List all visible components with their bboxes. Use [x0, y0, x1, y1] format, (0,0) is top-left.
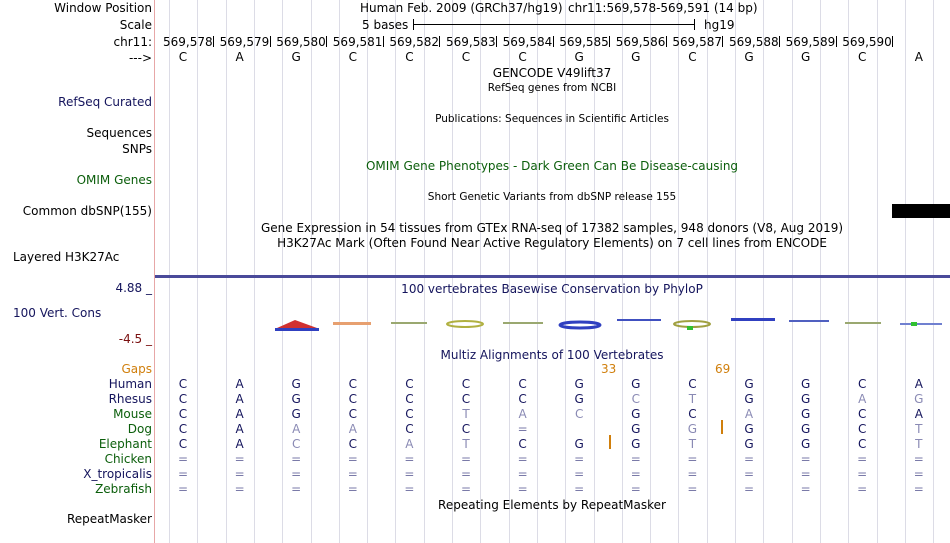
- species-label[interactable]: Chicken: [104, 452, 152, 466]
- alignment-base: =: [234, 482, 245, 496]
- gridline: [650, 0, 651, 543]
- alignment-base: =: [404, 452, 415, 466]
- alignment-base: =: [177, 467, 189, 481]
- species-label[interactable]: Zebrafish: [95, 482, 152, 496]
- coordinate-tick-label: 569,581: [332, 35, 383, 49]
- alignment-base: =: [347, 467, 358, 481]
- coordinate-tick-label: 569,590: [842, 35, 892, 49]
- alignment-base: =: [743, 482, 755, 496]
- alignment-base: T: [915, 437, 923, 451]
- reference-base: A: [235, 50, 244, 64]
- gridline: [424, 0, 425, 543]
- alignment-base: =: [687, 482, 698, 496]
- reference-base: C: [461, 50, 471, 64]
- alignment-base: T: [462, 407, 470, 421]
- alignment-base: G: [800, 377, 811, 391]
- gridline: [311, 0, 312, 543]
- alignment-base: =: [913, 482, 924, 496]
- alignment-base: C: [348, 377, 357, 391]
- alignment-base: =: [291, 482, 302, 496]
- coordinate-tick: [383, 36, 384, 47]
- coordinate-tick: [439, 36, 440, 47]
- alignment-base: G: [744, 392, 754, 406]
- alignment-base: C: [857, 437, 867, 451]
- alignment-base: T: [688, 437, 697, 451]
- alignment-base: G: [574, 377, 584, 391]
- alignment-base: C: [178, 437, 188, 451]
- alignment-base: =: [800, 467, 811, 481]
- alignment-base: G: [800, 422, 811, 436]
- alignment-base: C: [178, 392, 188, 406]
- alignment-base: =: [404, 482, 415, 496]
- species-label[interactable]: Rhesus: [108, 392, 152, 406]
- reference-base: G: [800, 50, 811, 64]
- scale-bar: [413, 24, 695, 25]
- alignment-base: T: [462, 437, 470, 451]
- gridline: [254, 0, 255, 543]
- alignment-base: =: [460, 482, 472, 496]
- alignment-base: =: [800, 452, 811, 466]
- coordinate-tick: [892, 36, 893, 47]
- coordinate-tick-label: 569,580: [276, 35, 326, 49]
- reference-base: C: [348, 50, 357, 64]
- alignment-base: G: [800, 437, 811, 451]
- strand-label[interactable]: --->: [128, 51, 152, 65]
- alignment-base: =: [913, 452, 924, 466]
- alignment-base: C: [857, 407, 867, 421]
- alignment-base: G: [631, 437, 641, 451]
- alignment-base: A: [292, 422, 301, 436]
- dbsnp-track-label[interactable]: Common dbSNP(155): [22, 204, 152, 218]
- coordinate-tick-label: 569,588: [729, 35, 779, 49]
- reference-base: G: [291, 50, 301, 64]
- alignment-base: G: [291, 392, 301, 406]
- coordinate-tick: [213, 36, 214, 47]
- species-label[interactable]: Mouse: [113, 407, 152, 421]
- alignment-base: =: [630, 482, 641, 496]
- reference-base: C: [178, 50, 188, 64]
- alignment-base: C: [461, 377, 471, 391]
- alignment-base: =: [743, 452, 755, 466]
- alignment-base: A: [744, 407, 754, 421]
- repeatmasker-track-title: Repeating Elements by RepeatMasker: [438, 498, 666, 512]
- alignment-base: C: [405, 377, 414, 391]
- alignment-base: C: [405, 392, 414, 406]
- gtex-track-title: Gene Expression in 54 tissues from GTEx RNA-seq of 17382 samples, 948 donors (V8, Aug 2019): [260, 221, 844, 235]
- chrom-label: chr11:: [113, 35, 152, 49]
- track-label-panel: [0, 0, 154, 543]
- gridline: [792, 0, 793, 543]
- coordinate-tick: [779, 36, 780, 47]
- species-label[interactable]: X_tropicalis: [83, 467, 152, 481]
- alignment-base: C: [178, 407, 188, 421]
- gridline: [735, 0, 736, 543]
- coordinate-tick-label: 569,585: [559, 35, 609, 49]
- scale-label: Scale: [119, 18, 152, 32]
- gridline: [452, 0, 453, 543]
- gridline: [339, 0, 340, 543]
- alignment-base: =: [517, 482, 528, 496]
- alignment-base: G: [291, 377, 301, 391]
- conservation-top-line: [155, 275, 950, 278]
- species-label[interactable]: Human: [108, 377, 152, 391]
- alignment-base: =: [687, 467, 698, 481]
- alignment-base: C: [518, 392, 527, 406]
- alignment-base: =: [460, 467, 472, 481]
- gridline: [197, 0, 198, 543]
- gridline: [707, 0, 708, 543]
- alignment-base: =: [743, 467, 755, 481]
- alignment-base: C: [461, 392, 471, 406]
- coordinate-tick: [553, 36, 554, 47]
- multiz-track-title: Multiz Alignments of 100 Vertebrates: [440, 348, 664, 362]
- insertion-marker: [721, 420, 723, 434]
- reference-base: G: [631, 50, 641, 64]
- gridline: [763, 0, 764, 543]
- coordinate-tick-label: 569,587: [672, 35, 723, 49]
- cons-min-label: -4.5 _: [118, 332, 152, 346]
- conservation-track-title: 100 vertebrates Basewise Conservation by PhyloP: [401, 282, 703, 296]
- alignment-base: C: [518, 377, 527, 391]
- alignment-base: A: [348, 422, 357, 436]
- alignment-base: A: [235, 407, 244, 421]
- alignment-base: =: [517, 452, 528, 466]
- alignment-base: C: [631, 392, 640, 406]
- gridline: [820, 0, 821, 543]
- reference-base: A: [914, 50, 923, 64]
- reference-base: G: [744, 50, 754, 64]
- alignment-base: =: [404, 467, 415, 481]
- coordinate-tick: [609, 36, 610, 47]
- gridline: [169, 0, 170, 543]
- alignment-base: =: [347, 482, 358, 496]
- alignment-base: =: [687, 452, 698, 466]
- alignment-base: =: [517, 467, 528, 481]
- alignment-base: A: [235, 437, 244, 451]
- repeatmasker-track-label[interactable]: RepeatMasker: [66, 512, 152, 526]
- alignment-base: =: [574, 452, 585, 466]
- gridline: [877, 0, 878, 543]
- alignment-base: C: [348, 437, 357, 451]
- coordinate-tick: [666, 36, 667, 47]
- coordinate-tick: [836, 36, 837, 47]
- alignment-base: G: [631, 377, 641, 391]
- alignment-base: =: [857, 467, 868, 481]
- alignment-base: =: [857, 452, 868, 466]
- alignment-base: A: [235, 392, 244, 406]
- window-position-text[interactable]: chr11:569,578-569,591 (14 bp): [568, 1, 758, 15]
- alignment-base: C: [857, 377, 867, 391]
- alignment-base: A: [914, 377, 923, 391]
- dbsnp-track-title: Short Genetic Variants from dbSNP release 155: [427, 191, 677, 203]
- alignment-base: =: [177, 452, 189, 466]
- coordinate-tick-label: 569,579: [219, 35, 270, 49]
- reference-base: C: [857, 50, 867, 64]
- alignment-base: =: [234, 452, 245, 466]
- alignment-base: C: [518, 437, 527, 451]
- alignment-base: C: [405, 407, 414, 421]
- snp-feature[interactable]: [892, 204, 950, 218]
- h3k27ac-track-label[interactable]: Layered H3K27Ac: [13, 250, 120, 264]
- alignment-base: A: [914, 407, 923, 421]
- publications-track-title: Publications: Sequences in Scientific Articles: [435, 113, 669, 125]
- omim-track-title: OMIM Gene Phenotypes - Dark Green Can Be Disease-causing: [365, 159, 739, 173]
- alignment-base: C: [348, 407, 357, 421]
- sequences-track-label[interactable]: Sequences: [86, 126, 152, 140]
- alignment-base: G: [631, 407, 641, 421]
- alignment-base: G: [744, 377, 754, 391]
- alignment-base: C: [688, 407, 697, 421]
- gridline: [395, 0, 396, 543]
- gap-count-69: 69: [715, 362, 731, 376]
- alignment-base: C: [348, 392, 357, 406]
- alignment-base: C: [178, 422, 188, 436]
- alignment-base: G: [291, 407, 301, 421]
- cons-max-label: 4.88 _: [115, 281, 152, 295]
- alignment-base: C: [291, 437, 301, 451]
- alignment-base: C: [688, 377, 697, 391]
- alignment-base: =: [234, 467, 245, 481]
- alignment-base: G: [574, 437, 584, 451]
- alignment-base: A: [858, 392, 867, 406]
- alignment-base: C: [857, 422, 867, 436]
- gridline: [480, 0, 481, 543]
- alignment-base: G: [744, 437, 754, 451]
- reference-base: C: [405, 50, 414, 64]
- gridline: [226, 0, 227, 543]
- alignment-base: T: [688, 392, 697, 406]
- h3k27ac-track-title: H3K27Ac Mark (Often Found Near Active Regulatory Elements) on 7 cell lines from ENCODE: [277, 236, 827, 250]
- gencode-track-title[interactable]: GENCODE V49lift37: [492, 66, 612, 80]
- reference-base: C: [688, 50, 697, 64]
- alignment-base: G: [800, 392, 811, 406]
- refseq-track-title: RefSeq genes from NCBI: [487, 82, 617, 94]
- alignment-base: C: [405, 422, 414, 436]
- alignment-base: =: [291, 467, 302, 481]
- coordinate-tick: [496, 36, 497, 47]
- coordinate-tick-label: 569,586: [615, 35, 666, 49]
- alignment-base: A: [405, 437, 414, 451]
- species-label[interactable]: Dog: [127, 422, 152, 436]
- alignment-base: =: [517, 422, 528, 436]
- gridline: [678, 0, 679, 543]
- coordinate-tick: [270, 36, 271, 47]
- coordinate-tick-label: 569,589: [785, 35, 836, 49]
- alignment-base: C: [461, 422, 471, 436]
- alignment-base: T: [915, 422, 923, 436]
- coordinate-tick-label: 569,584: [502, 35, 553, 49]
- omim-track-label[interactable]: OMIM Genes: [76, 173, 152, 187]
- gridline: [933, 0, 934, 543]
- alignment-base: =: [574, 467, 585, 481]
- gridline: [622, 0, 623, 543]
- alignment-base: =: [630, 467, 641, 481]
- alignment-base: =: [574, 482, 585, 496]
- gridline: [905, 0, 906, 543]
- insertion-marker: [609, 435, 611, 449]
- gap-count-33: 33: [601, 362, 617, 376]
- coordinate-tick: [722, 36, 723, 47]
- reference-base: G: [574, 50, 584, 64]
- alignment-base: A: [518, 407, 527, 421]
- conservation-track-label[interactable]: 100 Vert. Cons: [13, 306, 102, 320]
- alignment-base: A: [235, 422, 244, 436]
- alignment-base: =: [630, 452, 641, 466]
- alignment-base: A: [235, 377, 244, 391]
- alignment-base: =: [177, 482, 189, 496]
- reference-base: C: [518, 50, 527, 64]
- alignment-base: =: [460, 452, 472, 466]
- gridline: [367, 0, 368, 543]
- alignment-base: C: [178, 377, 188, 391]
- snps-track-label[interactable]: SNPs: [122, 142, 152, 156]
- gridline: [282, 0, 283, 543]
- alignment-base: G: [914, 392, 924, 406]
- coordinate-tick: [326, 36, 327, 47]
- scale-bar-label: 5 bases: [362, 18, 409, 32]
- alignment-base: G: [574, 392, 584, 406]
- alignment-base: =: [857, 482, 868, 496]
- refseq-track-label[interactable]: RefSeq Curated: [58, 95, 152, 109]
- alignment-base: C: [574, 407, 584, 421]
- species-label[interactable]: Elephant: [98, 437, 152, 451]
- alignment-base: =: [291, 452, 302, 466]
- coordinate-tick-label: 569,583: [446, 35, 496, 49]
- alignment-base: G: [800, 407, 811, 421]
- alignment-base: =: [347, 452, 358, 466]
- coordinate-tick-label: 569,582: [389, 35, 440, 49]
- alignment-base: =: [800, 482, 811, 496]
- assembly-title: Human Feb. 2009 (GRCh37/hg19): [360, 1, 563, 15]
- gridline: [848, 0, 849, 543]
- window-position-label: Window Position: [54, 1, 152, 15]
- alignment-base: G: [687, 422, 698, 436]
- coordinate-tick-label: 569,578: [163, 35, 213, 49]
- alignment-base: =: [913, 467, 924, 481]
- alignment-base: G: [744, 422, 754, 436]
- conservation-logo: [155, 312, 950, 334]
- db-label: hg19: [704, 18, 735, 32]
- alignment-base: G: [631, 422, 641, 436]
- gaps-label: Gaps: [121, 362, 152, 376]
